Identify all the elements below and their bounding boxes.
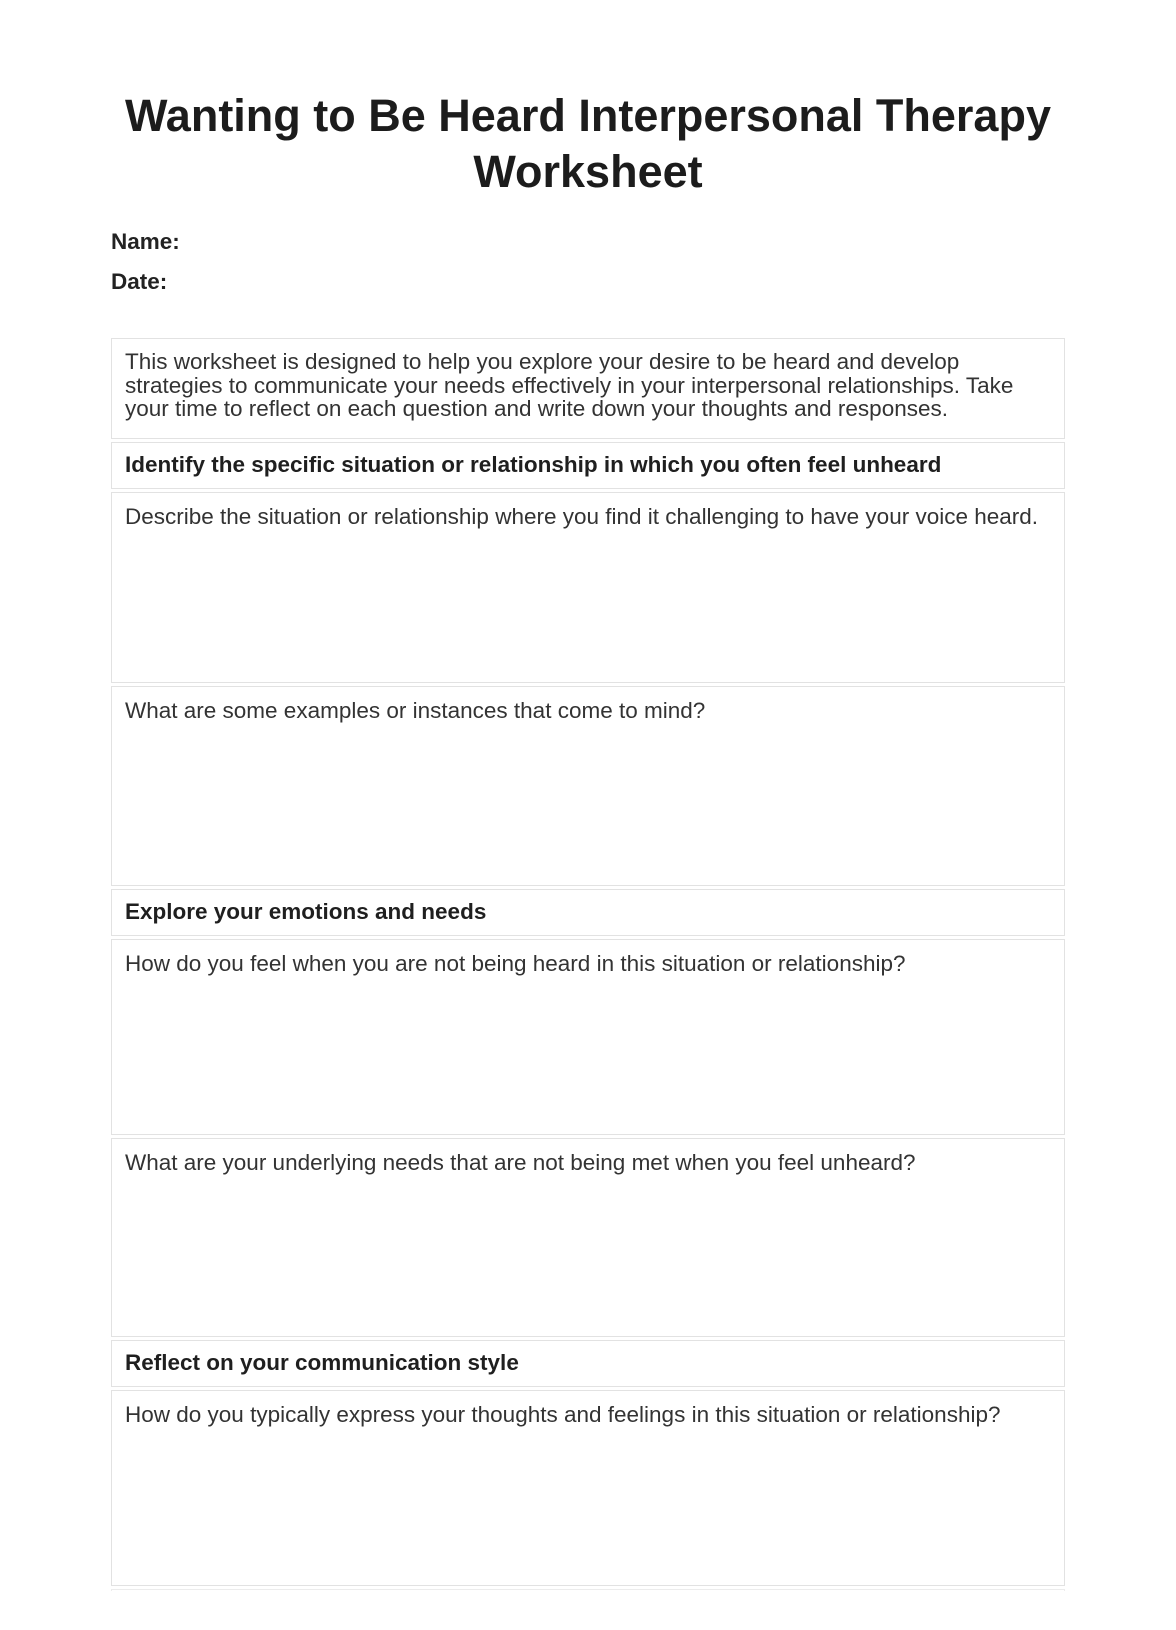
answer-area[interactable] bbox=[125, 723, 1052, 886]
name-input-area[interactable] bbox=[186, 231, 406, 254]
date-label: Date: bbox=[111, 268, 168, 294]
section-heading-1: Identify the specific situation or relationship in which you often feel unheard bbox=[111, 442, 1065, 489]
name-label: Name: bbox=[111, 229, 180, 254]
name-field-line bbox=[111, 230, 1065, 254]
question-text: What are some examples or instances that come to mind? bbox=[125, 698, 706, 723]
section-heading-3: Reflect on your communication style bbox=[111, 1340, 1065, 1387]
worksheet-table bbox=[111, 338, 1065, 1591]
next-row-top-edge bbox=[111, 1589, 1065, 1591]
intro-box bbox=[111, 338, 1065, 439]
answer-area[interactable] bbox=[125, 1175, 1052, 1337]
question-box bbox=[111, 1138, 1065, 1337]
section-heading-2: Explore your emotions and needs bbox=[111, 889, 1065, 936]
question-text: What are your underlying needs that are not being met when you feel unheard? bbox=[125, 1150, 916, 1175]
answer-area[interactable] bbox=[125, 529, 1052, 683]
question-box bbox=[111, 492, 1065, 683]
question-text: How do you feel when you are not being heard in this situation or relationship? bbox=[125, 951, 906, 976]
answer-area[interactable] bbox=[125, 1427, 1052, 1586]
date-input-area[interactable] bbox=[174, 270, 394, 293]
question-text: How do you typically express your thoughts and feelings in this situation or relationship? bbox=[125, 1402, 1001, 1427]
question-text: Describe the situation or relationship where you find it challenging to have your voice heard. bbox=[125, 504, 1039, 529]
intro-text: This worksheet is designed to help you explore your desire to be heard and develop strategies to communicate your needs effectively in your interpersonal relationships. Take your time to reflect on each question and write down your thoughts and responses. bbox=[125, 349, 1014, 421]
question-box bbox=[111, 686, 1065, 886]
date-field-line bbox=[111, 270, 1065, 294]
answer-area[interactable] bbox=[125, 976, 1052, 1135]
question-box bbox=[111, 939, 1065, 1135]
page-title: Wanting to Be Heard Interpersonal Therapy Worksheet bbox=[125, 90, 1051, 197]
question-box bbox=[111, 1390, 1065, 1586]
